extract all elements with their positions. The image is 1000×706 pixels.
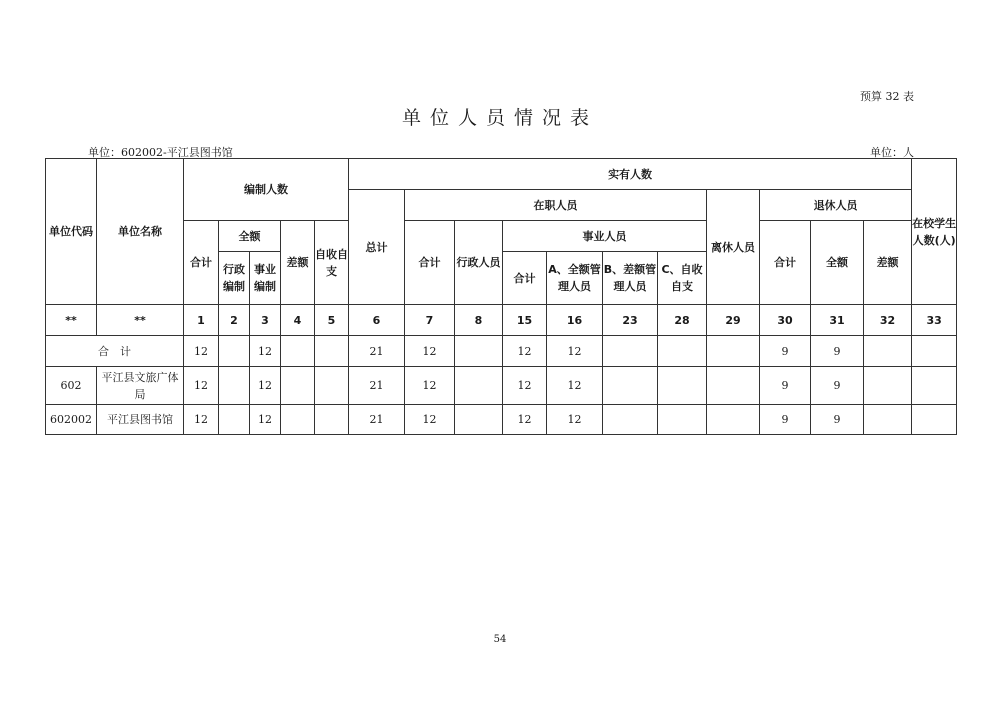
index-cell: 1 xyxy=(184,305,219,336)
header-unit-name: 单位名称 xyxy=(97,159,184,305)
table-row xyxy=(46,367,957,405)
index-cell: 15 xyxy=(503,305,547,336)
header-retired: 退休人员 xyxy=(760,190,912,221)
data-cell xyxy=(912,367,957,405)
data-cell xyxy=(912,405,957,435)
unit-label: 单位：602002-平江县图书馆 xyxy=(88,146,233,159)
data-cell xyxy=(658,336,707,367)
data-cell: 9 xyxy=(811,336,864,367)
data-cell: 12 xyxy=(250,405,281,435)
header-on-duty: 在职人员 xyxy=(405,190,707,221)
index-cell: 6 xyxy=(349,305,405,336)
index-cell: 32 xyxy=(864,305,912,336)
header-inst-staff: 事业人员 xyxy=(503,221,707,252)
index-cell: 16 xyxy=(547,305,603,336)
data-cell: 12 xyxy=(405,336,455,367)
index-cell: 3 xyxy=(250,305,281,336)
data-cell: 12 xyxy=(503,405,547,435)
page-title: 单位人员情况表 xyxy=(401,107,598,129)
header-bz-diff: 差额 xyxy=(281,221,315,305)
data-cell: 12 xyxy=(547,405,603,435)
header-students: 在校学生人数(人) xyxy=(912,159,957,305)
row-label: 合 计 xyxy=(46,336,184,367)
header-rt-diff: 差额 xyxy=(864,221,912,305)
form-number: 预算 32 表 xyxy=(860,90,914,103)
header-is-b: B、差额管理人员 xyxy=(603,252,658,305)
data-cell xyxy=(603,367,658,405)
data-cell xyxy=(707,336,760,367)
data-cell: 12 xyxy=(250,336,281,367)
header-rt-total: 合计 xyxy=(760,221,811,305)
data-cell xyxy=(707,367,760,405)
data-cell xyxy=(864,405,912,435)
header-total: 总计 xyxy=(349,190,405,305)
unit-code-cell: 602 xyxy=(46,367,97,405)
index-cell: 33 xyxy=(912,305,957,336)
data-cell: 9 xyxy=(811,405,864,435)
data-cell xyxy=(603,336,658,367)
index-cell: 5 xyxy=(315,305,349,336)
data-cell: 21 xyxy=(349,405,405,435)
index-row xyxy=(46,305,957,336)
header-bz-total: 合计 xyxy=(184,221,219,305)
unit-code-cell: 602002 xyxy=(46,405,97,435)
personnel-table xyxy=(45,158,957,435)
header-bz-full: 全额 xyxy=(219,221,281,252)
data-cell: 12 xyxy=(184,336,219,367)
data-cell: 12 xyxy=(405,405,455,435)
index-cell: 2 xyxy=(219,305,250,336)
data-cell xyxy=(219,405,250,435)
data-cell: 12 xyxy=(250,367,281,405)
data-cell xyxy=(864,367,912,405)
data-cell: 12 xyxy=(547,367,603,405)
data-cell: 21 xyxy=(349,367,405,405)
index-cell: 30 xyxy=(760,305,811,336)
header-bz-self: 自收自支 xyxy=(315,221,349,305)
index-cell: ** xyxy=(46,305,97,336)
data-cell: 12 xyxy=(405,367,455,405)
measure-unit-label: 单位：人 xyxy=(870,146,914,159)
table-row xyxy=(46,405,957,435)
data-cell xyxy=(864,336,912,367)
index-cell: 29 xyxy=(707,305,760,336)
data-cell: 9 xyxy=(760,367,811,405)
unit-name-cell: 平江县文旅广体局 xyxy=(97,367,184,405)
index-cell: 4 xyxy=(281,305,315,336)
index-cell: 23 xyxy=(603,305,658,336)
data-cell xyxy=(281,405,315,435)
index-cell: ** xyxy=(97,305,184,336)
header-od-total: 合计 xyxy=(405,221,455,305)
data-cell xyxy=(912,336,957,367)
data-cell xyxy=(315,405,349,435)
index-cell: 28 xyxy=(658,305,707,336)
index-cell: 8 xyxy=(455,305,503,336)
data-cell: 21 xyxy=(349,336,405,367)
data-cell xyxy=(315,336,349,367)
data-cell xyxy=(455,405,503,435)
data-cell xyxy=(315,367,349,405)
data-cell: 9 xyxy=(760,405,811,435)
header-unit-code: 单位代码 xyxy=(46,159,97,305)
data-cell xyxy=(658,405,707,435)
data-cell xyxy=(455,367,503,405)
data-cell xyxy=(219,336,250,367)
data-cell xyxy=(455,336,503,367)
data-cell xyxy=(707,405,760,435)
data-cell: 9 xyxy=(811,367,864,405)
data-cell: 12 xyxy=(503,336,547,367)
page-number: 54 xyxy=(493,634,507,645)
header-rt-full: 全额 xyxy=(811,221,864,305)
data-cell: 12 xyxy=(184,367,219,405)
data-cell xyxy=(219,367,250,405)
index-cell: 31 xyxy=(811,305,864,336)
header-bianzhi: 编制人数 xyxy=(184,159,349,221)
header-od-admin: 行政人员 xyxy=(455,221,503,305)
data-cell xyxy=(281,336,315,367)
data-cell: 12 xyxy=(547,336,603,367)
header-is-total: 合计 xyxy=(503,252,547,305)
data-cell: 9 xyxy=(760,336,811,367)
header-lixiu: 离休人员 xyxy=(707,190,760,305)
table-row-total xyxy=(46,336,957,367)
data-cell xyxy=(658,367,707,405)
header-bz-admin: 行政编制 xyxy=(219,252,250,305)
data-cell xyxy=(603,405,658,435)
header-actual: 实有人数 xyxy=(349,159,912,190)
data-cell: 12 xyxy=(184,405,219,435)
index-cell: 7 xyxy=(405,305,455,336)
data-cell: 12 xyxy=(503,367,547,405)
header-is-a: A、全额管理人员 xyxy=(547,252,603,305)
header-bz-inst: 事业编制 xyxy=(250,252,281,305)
data-cell xyxy=(281,367,315,405)
unit-name-cell: 平江县图书馆 xyxy=(97,405,184,435)
header-is-c: C、自收自支 xyxy=(658,252,707,305)
